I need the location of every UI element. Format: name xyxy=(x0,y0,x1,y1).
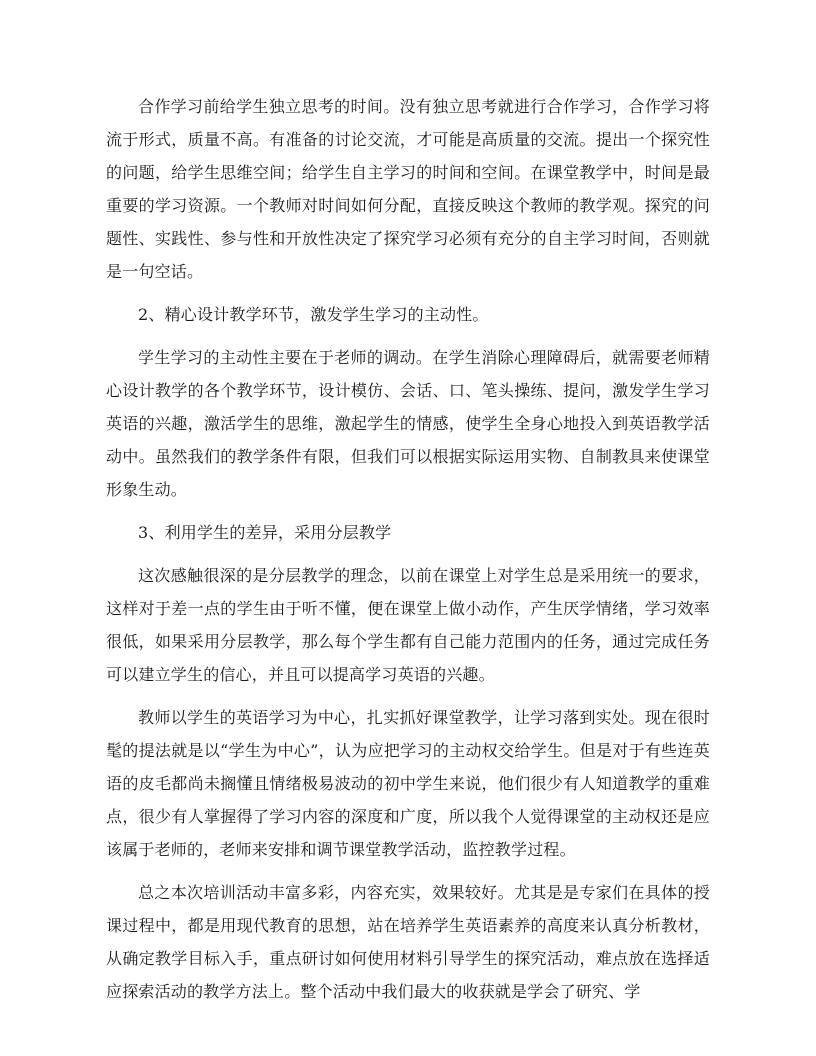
section-heading-3: 3、利用学生的差异，采用分层教学 xyxy=(138,523,392,542)
paragraph-student-centered: 教师以学生的英语学习为中心，扎实抓好课堂教学，让学习落到实处。现在很时髦的提法就是以“学生为中心”，认为应把学习的主动权交给学生。但是对于有些连英语的皮毛都尚未搁懂且情绪极易波动的初中学生来说，他们很少有人知道教学的重难点，很少有人掌握得了学习内容的深度和广度，所以我个人觉得课堂的主动权还是应该属于老师的，老师来安排和调节课堂教学活动，监控教学过程。 xyxy=(106,708,710,859)
paragraph-initiative: 学生学习的主动性主要在于老师的调动。在学生消除心理障碍后，就需要老师精心设计教学的各个教学环节，设计模仿、会话、口、笔头操练、提问，激发学生学习英语的兴趣，激活学生的思维，激起学生的情感，使学生全身心地投入到英语教学活动中。虽然我们的教学条件有限，但我们可以根据实际运用实物、自制教具来使课堂形象生动。 xyxy=(106,348,710,499)
paragraph-layered-teaching: 这次感触很深的是分层教学的理念，以前在课堂上对学生总是采用统一的要求，这样对于差一点的学生由于听不懂，便在课堂上做小动作，产生厌学情绪，学习效率很低，如果采用分层教学，那么每个学生都有自己能力范围内的任务，通过完成任务可以建立学生的信心，并且可以提高学习英语的兴趣。 xyxy=(106,566,710,684)
section-heading-2: 2、精心设计教学环节，激发学生学习的主动性。 xyxy=(138,305,489,324)
document-body xyxy=(106,90,710,1018)
paragraph-summary: 总之本次培训活动丰富多彩，内容充实，效果较好。尤其是是专家们在具体的授课过程中，都是用现代教育的思想，站在培养学生英语素养的高度来认真分析教材，从确定教学目标入手，重点研讨如何使用材料引导学生的探究活动，难点放在选择适应探索活动的教学方法上。整个活动中我们最大的收获就是学会了研究、学 xyxy=(106,883,710,1001)
paragraph-cooperative-learning: 合作学习前给学生独立思考的时间。没有独立思考就进行合作学习，合作学习将流于形式，质量不高。有准备的讨论交流，才可能是高质量的交流。提出一个探究性的问题，给学生思维空间；给学生自主学习的时间和空间。在课堂教学中，时间是最重要的学习资源。一个教师对时间如何分配，直接反映这个教师的教学观。探究的问题性、实践性、参与性和开放性决定了探究学习必须有充分的自主学习时间，否则就是一句空话。 xyxy=(106,97,710,281)
